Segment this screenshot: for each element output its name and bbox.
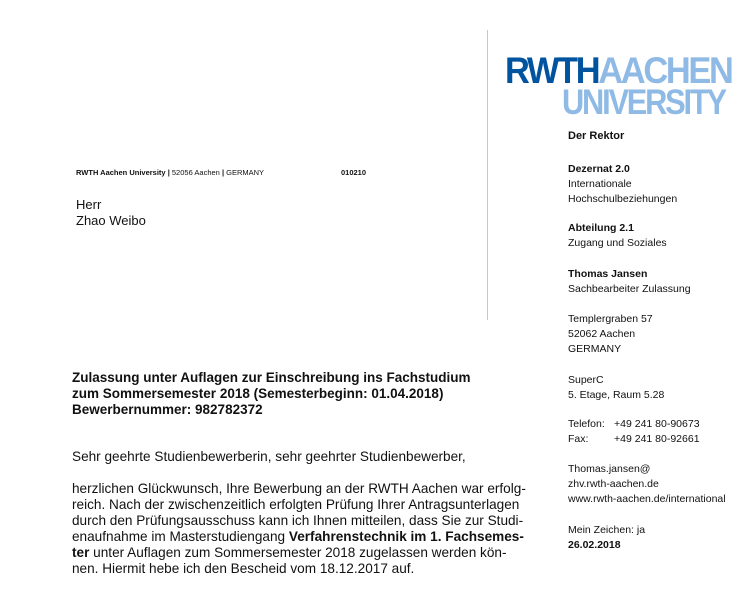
body-line bbox=[72, 545, 507, 560]
website-link[interactable]: www.rwth-aachen.de/international bbox=[568, 493, 726, 505]
body-line: nen. Hiermit hebe ich den Bescheid vom 18.12.2017 auf. bbox=[72, 561, 415, 576]
logo-aachen: AACHEN bbox=[598, 50, 732, 91]
dezernat-title: Dezernat 2.0 bbox=[568, 163, 630, 175]
sender-separator: | bbox=[165, 168, 172, 177]
applicant-number: Bewerbernummer: 982782372 bbox=[72, 402, 263, 417]
sender-address: 52056 Aachen bbox=[171, 168, 220, 177]
body-line: reich. Nach der zwischenzeitlich erfolgten Prüfung Ihrer Antragsunterlagen bbox=[72, 497, 520, 512]
sender-name: RWTH Aachen University bbox=[76, 168, 166, 177]
room: 5. Etage, Raum 5.28 bbox=[568, 389, 665, 401]
body-line: durch den Prüfungsausschuss kann ich Ihnen mitteilen, dass Sie zur Studi- bbox=[72, 513, 524, 528]
body-line: herzlichen Glückwunsch, Ihre Bewerbung an der RWTH Aachen war erfolg- bbox=[72, 481, 526, 496]
header-divider bbox=[487, 30, 488, 320]
dezernat-line: Hochschulbeziehungen bbox=[568, 193, 678, 205]
letter-reference-code: 010210 bbox=[341, 168, 367, 177]
office-title: Der Rektor bbox=[568, 130, 625, 142]
street: Templergraben 57 bbox=[568, 313, 653, 325]
reference-sign: Mein Zeichen: ja bbox=[568, 524, 646, 536]
phone-number: +49 241 80-90673 bbox=[614, 418, 700, 430]
city: 52062 Aachen bbox=[568, 328, 636, 340]
contact-role: Sachbearbeiter Zulassung bbox=[568, 283, 691, 295]
abteilung-line: Zugang und Soziales bbox=[568, 237, 667, 249]
program-name: ter bbox=[72, 545, 90, 560]
greeting: Sehr geehrte Studienbewerberin, sehr geehrter Studienbewerber, bbox=[72, 449, 466, 464]
recipient-salutation: Herr bbox=[76, 197, 102, 212]
body-text: enaufnahme im Masterstudiengang bbox=[72, 529, 289, 544]
body-line bbox=[72, 529, 524, 544]
email-line[interactable]: zhv.rwth-aachen.de bbox=[568, 478, 659, 490]
recipient-name: Zhao Weibo bbox=[76, 213, 146, 228]
program-name: Verfahrenstechnik im 1. Fachsemes- bbox=[288, 529, 524, 544]
fax-number: +49 241 80-92661 bbox=[614, 433, 700, 445]
sender-separator: | bbox=[219, 168, 227, 177]
logo-rwth: RWTH bbox=[505, 50, 599, 91]
email-line[interactable]: Thomas.jansen@ bbox=[568, 463, 651, 475]
sender-line bbox=[76, 168, 264, 177]
abteilung-title: Abteilung 2.1 bbox=[568, 222, 634, 234]
dezernat-line: Internationale bbox=[568, 178, 632, 190]
country: GERMANY bbox=[568, 343, 622, 355]
subject-line: zum Sommersemester 2018 (Semesterbeginn: 01.04.2018) bbox=[72, 386, 444, 401]
fax-label: Fax: bbox=[568, 433, 589, 445]
building: SuperC bbox=[568, 374, 604, 386]
body-text: unter Auflagen zum Sommersemester 2018 zugelassen werden kön- bbox=[89, 545, 507, 560]
letter-date: 26.02.2018 bbox=[568, 539, 621, 551]
university-logo-line2: UNIVERSITY bbox=[562, 83, 725, 122]
contact-name: Thomas Jansen bbox=[568, 268, 648, 280]
sender-country: GERMANY bbox=[226, 168, 265, 177]
subject-line: Zulassung unter Auflagen zur Einschreibung ins Fachstudium bbox=[72, 370, 471, 385]
phone-label: Telefon: bbox=[568, 418, 605, 430]
